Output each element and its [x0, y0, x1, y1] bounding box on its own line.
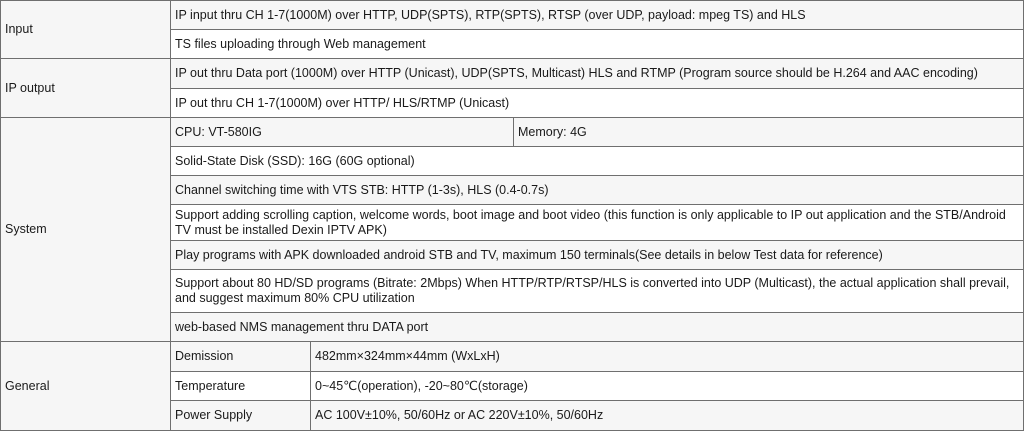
- general-value-temperature: 0~45℃(operation), -20~80℃(storage): [311, 372, 1024, 401]
- scrolling-caption-spec: Support adding scrolling caption, welcome words, boot image and boot video (this function is only applicable to IP out application and the STB/Android TV must be installed Dexin IPTV APK): [171, 205, 1024, 241]
- nms-management-spec: web-based NMS management thru DATA port: [171, 313, 1024, 342]
- category-general: General: [1, 342, 171, 431]
- input-spec-1: IP input thru CH 1-7(1000M) over HTTP, UDP(SPTS), RTP(SPTS), RTSP (over UDP, payload: mpeg TS) and HLS: [171, 1, 1024, 30]
- general-name-demission: Demission: [171, 342, 311, 372]
- ssd-spec: Solid-State Disk (SSD): 16G (60G optional): [171, 147, 1024, 176]
- general-value-demission: 482mm×324mm×44mm (WxLxH): [311, 342, 1024, 372]
- table-row: [1, 59, 1024, 89]
- channel-switching-spec: Channel switching time with VTS STB: HTTP (1-3s), HLS (0.4-0.7s): [171, 176, 1024, 205]
- memory-spec: Memory: 4G: [514, 118, 1024, 147]
- table-row: [1, 342, 1024, 372]
- category-input: Input: [1, 1, 171, 59]
- category-system: System: [1, 118, 171, 342]
- table-row: [1, 118, 1024, 147]
- category-ip-output: IP output: [1, 59, 171, 118]
- general-name-temperature: Temperature: [171, 372, 311, 401]
- general-name-power-supply: Power Supply: [171, 401, 311, 431]
- ip-output-spec-2: IP out thru CH 1-7(1000M) over HTTP/ HLS/RTMP (Unicast): [171, 89, 1024, 118]
- input-spec-2: TS files uploading through Web management: [171, 30, 1024, 59]
- cpu-spec: CPU: VT-580IG: [171, 118, 514, 147]
- program-capacity-spec: Support about 80 HD/SD programs (Bitrate: 2Mbps) When HTTP/RTP/RTSP/HLS is converted into UDP (Multicast), the actual application shall prevail, and suggest maximum 80% CPU utilization: [171, 270, 1024, 313]
- apk-playback-spec: Play programs with APK downloaded android STB and TV, maximum 150 terminals(See details in below Test data for reference): [171, 241, 1024, 270]
- ip-output-spec-1: IP out thru Data port (1000M) over HTTP (Unicast), UDP(SPTS, Multicast) HLS and RTMP (Program source should be H.264 and AAC encoding): [171, 59, 1024, 89]
- general-value-power-supply: AC 100V±10%, 50/60Hz or AC 220V±10%, 50/60Hz: [311, 401, 1024, 431]
- table-row: [1, 1, 1024, 30]
